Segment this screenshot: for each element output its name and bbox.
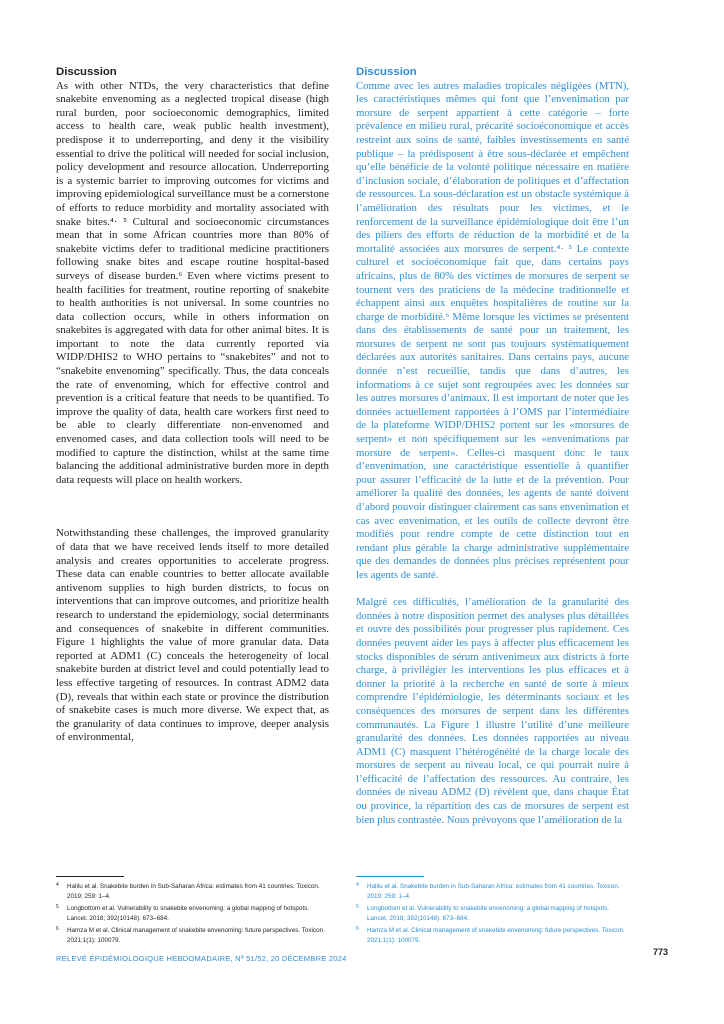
footnote-rule [56,876,124,877]
french-column [356,66,629,827]
journal-title: RELEVÉ ÉPIDÉMIOLOGIQUE HEBDOMADAIRE, Nº 51/52, 20 DÉCEMBRE 2024 [56,954,347,963]
english-footnotes [56,876,329,948]
english-column [56,66,329,745]
english-paragraph-2: Notwithstanding these challenges, the improved granularity of data that we have received lends itself to more detailed analysis and creates opportunities to accelerate progress. These data can enable countries to better allocate available antivenom supplies to high burden districts, to focus on interventions that can improve outcomes, and prioritize health research to understand the epidemiology, social determinants and consequences of snakebite in different communities. Figure 1 highlights the value of more granular data. Data reported at ADM1 (C) conceals the heterogeneity of local snakebite burden at district level and could potentially lead to less effective targeting of resources. In contrast ADM2 data (D), reveals that within each state or province the distribution of snakebite cases is much more diverse. We expect that, as the granularity of data continues to improve, deeper analysis of environmental, [56,527,329,744]
footnote-number: 6 [356,926,359,932]
french-paragraph-2: Malgré ces difficultés, l’amélioration de la granularité des données à notre disposition permet des analyses plus détaillées et ouvre des possibilités pour progresser plus rapidement. Ces données peuvent aider les pays à affecter plus efficacement les stocks disponibles de sérum antivenimeux aux districts à forte charge, à privilégier les interventions les plus efficaces et à donner la priorité à la recherche en santé de sorte à mieux comprendre l’épidémiologie, les déterminants sociaux et les conséquences des morsures de serpent dans les différentes communautés. La Figure 1 illustre l’utilité d’une meilleure granularité des données. Les données rapportées au niveau ADM1 (C) masquent l’hétérogénéité de la charge locale des morsures de serpent au niveau local, ce qui pourrait nuire à l’efficacité de l’affectation des ressources. Au contraire, les données de niveau ADM2 (D) révèlent que, dans chaque État ou province, la répartition des cas de morsures de serpent est bien plus contrastée. Nous prévoyons que l’amélioration de la [356,596,629,826]
footnote-number: 6 [56,926,59,932]
footnote [356,926,629,945]
footnote-rule [356,876,424,877]
english-heading: Discussion [56,66,117,78]
footnote-number: 4 [56,882,59,888]
english-paragraph-1: As with other NTDs, the very characteristics that define snakebite envenoming as a neglected tropical disease (high rural burden, poor socioeconomic demographics, limited access to health care, weak public health investment), predispose it to underreporting, and deny it the visibility essential to drive the political will needed for social inclusion, policy development and resource allocation. Underreporting is a systemic barrier to improving outcomes for victims and improving epidemiological surveillance must be a cornerstone of efforts to reduce morbidity and mortality associated with snake bites.⁴· ⁵ Cultural and socioeconomic circumstances mean that in some African countries more than 80% of snakebite victims defer to traditional medicine practitioners following snake bites and escape routine hospital-based surveys of disease burden.⁶ Even where victims present to health facilities for treatment, routine reporting of snakebite to health authorities is not universal. In some countries no data collection occurs, while in others information on snakebites is aggregated with data for other animal bites. It is important to note the data currently reported via WIDP/DHIS2 to WHO pertains to “snakebites” and not to “snakebite envenoming” specifically. Thus, the data conceals the rate of envenoming, which for effective control and prevention is a critical feature that needs to be quantified. To improve the quality of data, health care workers first need to be able to clearly differentiate non-envenomed and envenomed cases, and data collection tools will need to be modified to capture the distinction, whilst at the same time balancing the additional administrative burden more in depth data requests will place on health workers. [56,79,329,486]
page-footer [56,948,668,966]
page-number: 773 [652,947,668,957]
footnote-number: 4 [356,882,359,888]
footnote-number: 5 [356,904,359,910]
footnote [356,904,629,923]
footnote-text: Longbottom et al. Vulnerability to snakebite envenoming: a global mapping of hotspots. Lancet. 2018; 392(10148): 673–684. [367,905,610,922]
french-footnotes [356,876,629,948]
footnote-number: 5 [56,904,59,910]
footnote-text: Hamza M et al. Clinical management of snakebite envenoming: future perspectives. Toxicon. 2021;1(1): 100079. [367,927,625,944]
footnote [56,904,329,923]
footnote-text: Longbottom et al. Vulnerability to snakebite envenoming: a global mapping of hotspots. Lancet. 2018; 392(10148): 673–684. [67,905,310,922]
footnote-text: Hamza M et al. Clinical management of snakebite envenoming: future perspectives. Toxicon. 2021;1(1): 100079. [67,927,325,944]
footnote [56,882,329,901]
french-paragraph-1: Comme avec les autres maladies tropicales négligées (MTN), les caractéristiques mêmes qui font que l’envenimation par morsure de serpent appartient à cette catégorie – forte prévalence en milieu rural, précarité socioéconomique et accès restreint aux soins de santé, faibles investissements en santé publique – la prédisposent à être sous-déclarée et empêchent qu’elle bénéficie de la volonté politique nécessaire en matière d’inclusion sociale, d’élaboration de politiques et d’affectation de ressources. La sous-déclaration est un obstacle systémique à l’amélioration des résultats pour les victimes, et le renforcement de la surveillance épidémiologique doit être l’un des piliers des efforts de réduction de la morbidité et de la mortalité associées aux morsures de serpent.⁴· ⁵ Le contexte culturel et socioéconomique fait que, dans certains pays africains, plus de 80% des victimes de morsures de serpent se tournent vers des praticiens de la médecine traditionnelle et échappent ainsi aux enquêtes hospitalières de routine sur la charge de morbidité.⁶ Même lorsque les victimes se présentent dans des établissements de santé pour un traitement, les morsures de serpent ne sont pas toujours systématiquement déclarées aux autorités sanitaires. Dans certains pays, aucune donnée n’est recueillie, tandis que dans d’autres, les informations à ce sujet sont regroupées avec les données sur les autres morsures d’animaux. Il est important de noter que les données actuellement rapportées à l’OMS par l’intermédiaire de la plateforme WIDP/DHIS2 portent sur les «morsures de serpent» et non spécifiquement sur les «envenimations par morsure de serpent». Celles-ci masquent donc le taux d’envenimation, une caractéristique essentielle à quantifier pour assurer l’efficacité de la lutte et de la prévention. Pour améliorer la qualité des données, les agents de santé doivent d’abord pouvoir distinguer clairement cas sans envenimation et cas avec envenimation, et les outils de collecte devront être modifiés pour rendre compte de cette distinction tout en rendant plus gérable la charge administrative supplémentaire que des demandes de données plus précises représentent pour les agents de santé. [356,79,629,581]
french-heading: Discussion [356,66,417,78]
footnote-text: Halilu et al. Snakebite burden in Sub-Saharan Africa: estimates from 41 countries. Toxicon. 2019; 259: 1–4. [367,883,620,900]
footnote [356,882,629,901]
footnote-text: Halilu et al. Snakebite burden in Sub-Saharan Africa: estimates from 41 countries. Toxicon. 2019; 259: 1–4. [67,883,320,900]
footnote [56,926,329,945]
